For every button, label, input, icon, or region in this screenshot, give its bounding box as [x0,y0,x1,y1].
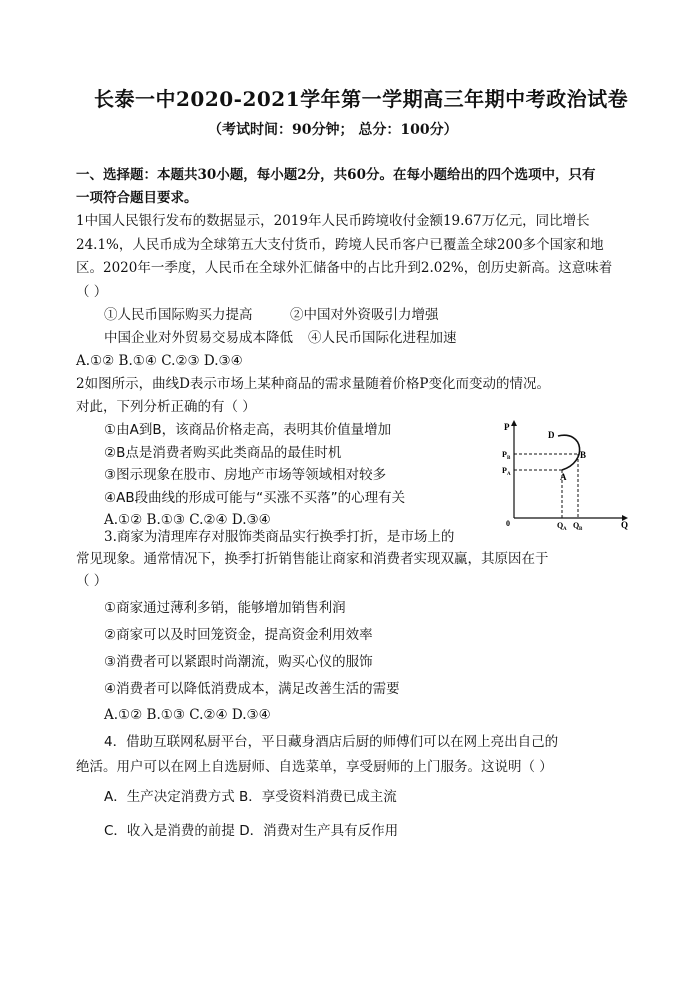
q1-stem-line: （ ） [76,284,108,300]
price-label-pa: P [502,466,507,475]
point-label-b: B [580,450,587,460]
y-axis-label: P [504,422,510,432]
q3-statement-2: ②商家可以及时回笼资金，提高资金利用效率 [104,627,373,643]
section-heading-cont: 一项符合题目要求。 [76,190,198,206]
x-axis-label: Q [621,520,629,530]
q4-stem-line: 绝活。用户可以在网上自选厨师、自选菜单，享受厨师的上门服务。这说明（ ） [76,759,553,775]
q1-statement-1: ①人民币国际购买力提高 [104,307,253,323]
q1-stem-line: 区。2020年一季度，人民币在全球外汇储备中的占比升到2.02%，创历史新高。这意味着 [76,260,613,276]
q3-statement-4: ④消费者可以降低消费成本，满足改善生活的需要 [104,681,400,697]
q3-statement-1: ①商家通过薄利多销，能够增加销售利润 [104,600,346,616]
q3-stem-line: 常见现象。通常情况下，换季打折销售能让商家和消费者实现双赢，其原因在于 [76,551,549,567]
qty-label-qa-sub: A [563,527,567,532]
qty-label-qa: Q [557,521,564,530]
q1-statement-3: 中国企业对外贸易交易成本降低 [104,330,293,346]
q1-stem-line: 1中国人民银行发布的数据显示，2019年人民币跨境收付金额19.67万亿元，同比增长 [76,213,590,229]
q4-options-ab: A．生产决定消费方式 B．享受资料消费已成主流 [104,789,397,805]
exam-info: （考试时间：90分钟； 总分：100分） [208,122,458,138]
q1-statement-2: ②中国对外资吸引力增强 [290,307,439,323]
page-title: 长泰一中2020-2021学年第一学期高三年期中考政治试卷 [94,87,629,111]
qty-label-qb: Q [573,521,580,530]
point-label-a: A [560,472,567,482]
price-label-pa-sub: A [507,472,511,477]
q2-statement-1: ①由A到B，该商品价格走高，表明其价值量增加 [104,422,392,438]
q4-options-cd: C．收入是消费的前提 D．消费对生产具有反作用 [104,823,399,839]
q2-stem-line: 2如图所示，曲线D表示市场上某种商品的需求量随着价格P变化而变动的情况。 [76,376,550,392]
q2-answer-choices: A.①② B.①③ C.②④ D.③④ [104,512,271,528]
q4-stem-line: 4．借助互联网私厨平台，平日藏身酒店后厨的师傅们可以在网上亮出自己的 [104,734,559,750]
curve-label-d: D [548,430,555,440]
section-heading: 一、选择题：本题共30小题，每小题2分，共60分。在每小题给出的四个选项中，只有 [76,167,596,183]
price-label-pb: P [502,450,507,459]
q1-stem-line: 24.1%，人民币成为全球第五大支付货币，跨境人民币客户已覆盖全球200多个国家和地 [76,237,604,253]
q1-statement-4: ④人民币国际化进程加速 [308,330,457,346]
price-label-pb-sub: B [507,456,511,461]
qty-label-qb-sub: B [579,527,583,532]
q1-answer-choices: A.①② B.①④ C.②③ D.③④ [76,353,243,369]
q2-statement-2: ②B点是消费者购买此类商品的最佳时机 [104,445,342,461]
q3-answer-choices: A.①② B.①③ C.②④ D.③④ [104,707,271,723]
q3-statement-3: ③消费者可以紧跟时尚潮流，购买心仪的服饰 [104,654,373,670]
q2-stem-line: 对此，下列分析正确的有（ ） [76,399,256,415]
origin-label: 0 [506,519,510,528]
q2-statement-3: ③图示现象在股市、房地产市场等领域相对较多 [104,467,387,483]
demand-curve-graph [500,418,630,532]
q2-statement-4: ④AB段曲线的形成可能与“买涨不买落”的心理有关 [104,490,406,506]
q3-stem-line: （ ） [76,573,108,589]
q3-stem-line: 3.商家为清理库存对服饰类商品实行换季打折，是市场上的 [104,529,455,545]
